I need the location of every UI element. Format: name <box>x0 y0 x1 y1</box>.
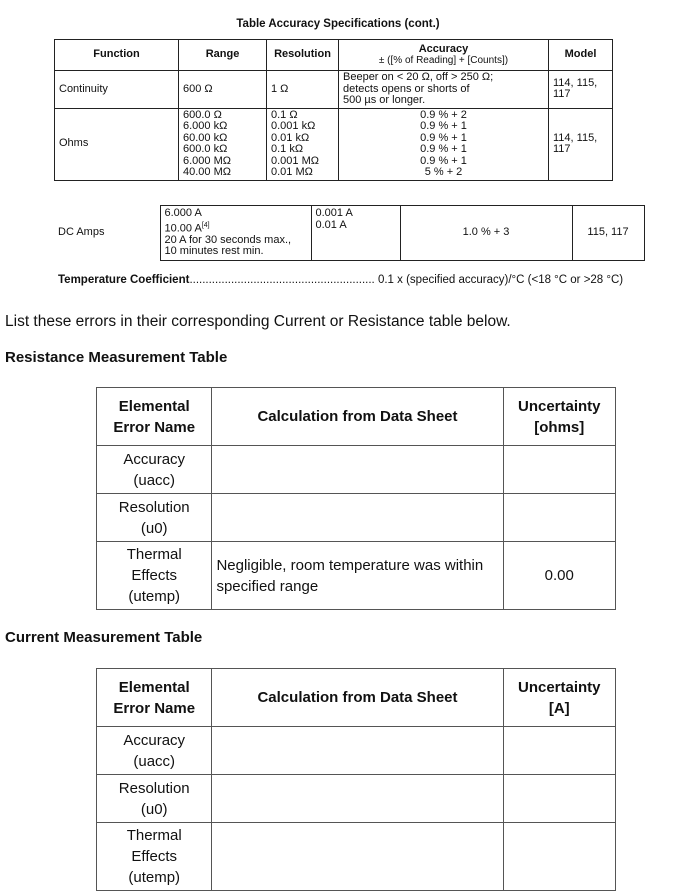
resistance-col-unc-line: [ohms] <box>534 418 585 436</box>
continuity-accuracy <box>339 71 549 109</box>
dc-amps-range-item: 10 minutes rest min. <box>164 245 264 258</box>
uncertainty-cell[interactable] <box>503 727 615 775</box>
continuity-model-line: 114, 115, <box>553 76 598 89</box>
temperature-coefficient <box>58 274 623 286</box>
accuracy-spec-table <box>54 39 613 181</box>
ohms-range-item: 60.00 kΩ <box>183 131 228 144</box>
header-range: Range <box>179 40 267 71</box>
ohms-accuracy-item: 0.9 % + 1 <box>420 131 467 144</box>
resistance-header-row <box>97 388 616 446</box>
ohms-ranges <box>179 108 267 180</box>
dc-amps-resolution-item: 0.001 A <box>315 207 353 219</box>
resistance-col-name-line: Elemental <box>118 397 190 415</box>
ohms-accuracies <box>339 108 549 180</box>
row-name <box>97 775 212 823</box>
uncertainty-cell[interactable] <box>503 494 615 542</box>
continuity-function: Continuity <box>55 71 179 109</box>
dc-amps-range-item: 6.000 A <box>164 207 202 219</box>
continuity-range: 600 Ω <box>179 71 267 109</box>
temp-coef-dots: .......................................................... <box>189 274 375 286</box>
ohms-range-item: 600.0 Ω <box>183 108 222 121</box>
ohms-accuracy-item: 0.9 % + 1 <box>420 120 467 132</box>
instruction-text: List these errors in their corresponding Current or Resistance table below. <box>5 313 511 330</box>
resistance-col-calc: Calculation from Data Sheet <box>212 388 503 446</box>
header-accuracy-line2: ± ([% of Reading] + [Counts]) <box>378 55 509 66</box>
resistance-table-heading: Resistance Measurement Table <box>5 349 228 366</box>
resistance-measurement-table <box>96 387 616 610</box>
current-col-unc <box>503 669 615 727</box>
table-row <box>97 823 616 891</box>
uncertainty-cell[interactable]: 0.00 <box>503 542 615 610</box>
row-name-line: (u0) <box>140 519 168 537</box>
temp-coef-label: Temperature Coefficient <box>58 274 190 286</box>
current-col-calc: Calculation from Data Sheet <box>212 669 503 727</box>
row-name-line: Accuracy <box>123 450 186 468</box>
ohms-model-line: 114, 115, <box>553 131 598 144</box>
row-name <box>97 542 212 610</box>
ohms-range-item: 40.00 MΩ <box>183 166 231 178</box>
continuity-resolution: 1 Ω <box>267 71 339 109</box>
calc-cell[interactable] <box>212 775 503 823</box>
row-name-line: (u0) <box>140 800 168 818</box>
current-col-unc-line: Uncertainty <box>518 678 601 696</box>
current-col-name-line: Error Name <box>113 699 196 717</box>
table-row <box>97 775 616 823</box>
continuity-model-line: 117 <box>553 88 571 101</box>
dc-amps-resolutions <box>311 206 400 261</box>
spec-figure <box>0 0 676 300</box>
current-col-unc-line: [A] <box>548 699 570 717</box>
row-name-line: Effects <box>131 567 178 584</box>
temp-coef-value: 0.1 x (specified accuracy)/°C (<18 °C or >28 °C) <box>377 274 624 286</box>
row-name-line: (uacc) <box>133 471 176 489</box>
resistance-col-unc-line: Uncertainty <box>518 397 601 415</box>
current-measurement-table <box>96 668 616 891</box>
dc-amps-ranges <box>160 206 311 261</box>
row-name-line: Effects <box>131 848 178 865</box>
row-name-line: (uacc) <box>133 752 176 770</box>
header-accuracy <box>339 40 549 71</box>
current-col-name-line: Elemental <box>118 678 190 696</box>
ohms-accuracy-item: 0.9 % + 1 <box>420 143 467 155</box>
calc-cell[interactable] <box>212 446 503 494</box>
current-col-name <box>97 669 212 727</box>
table-row <box>97 446 616 494</box>
resistance-col-name <box>97 388 212 446</box>
dc-amps-accuracy: 1.0 % + 3 <box>400 206 572 261</box>
dc-amps-range-item <box>165 220 307 235</box>
resistance-col-name-line: Error Name <box>113 418 196 436</box>
ohms-row <box>55 108 613 180</box>
ohms-function: Ohms <box>55 108 179 180</box>
header-accuracy-line1: Accuracy <box>418 42 469 55</box>
ohms-range-item: 6.000 kΩ <box>183 120 228 132</box>
ohms-model <box>549 108 613 180</box>
row-name-line: Resolution <box>118 498 190 516</box>
table-row <box>97 727 616 775</box>
calc-cell[interactable] <box>212 494 503 542</box>
continuity-model <box>549 71 613 109</box>
ohms-resolutions <box>267 108 339 180</box>
row-name <box>97 494 212 542</box>
dc-amps-range-item: 20 A for 30 seconds max., <box>164 233 292 246</box>
row-name <box>97 823 212 891</box>
row-name-line: (utemp) <box>128 588 181 605</box>
dc-amps-table <box>54 205 645 261</box>
ohms-range-item: 6.000 MΩ <box>183 154 231 167</box>
continuity-accuracy-line: detects opens or shorts of <box>343 82 470 95</box>
continuity-accuracy-line: 500 µs or longer. <box>343 94 426 106</box>
row-name <box>97 446 212 494</box>
ohms-accuracy-item: 0.9 % + 1 <box>420 154 467 167</box>
dc-amps-range-text: 10.00 A <box>164 222 202 235</box>
table-row <box>97 542 616 610</box>
ohms-range-item: 600.0 kΩ <box>183 143 228 155</box>
ohms-accuracy-item: 5 % + 2 <box>424 166 463 178</box>
table-row <box>97 494 616 542</box>
uncertainty-cell[interactable] <box>503 823 615 891</box>
calc-cell[interactable]: Negligible, room temperature was within specified range <box>212 542 503 610</box>
header-resolution: Resolution <box>267 40 339 71</box>
spec-title: Table Accuracy Specifications (cont.) <box>236 18 440 30</box>
resistance-col-unc <box>503 388 615 446</box>
calc-cell[interactable] <box>212 823 503 891</box>
dc-amps-model: 115, 117 <box>572 206 644 261</box>
uncertainty-cell[interactable] <box>503 446 615 494</box>
ohms-model-line: 117 <box>553 143 571 155</box>
row-name-line: (utemp) <box>128 869 181 886</box>
ohms-resolution-item: 0.01 kΩ <box>271 131 310 144</box>
current-header-row <box>97 669 616 727</box>
dc-amps-row <box>54 206 644 261</box>
spec-header-row <box>55 40 613 71</box>
row-name-line: Thermal <box>126 827 182 844</box>
ohms-accuracy-item: 0.9 % + 2 <box>420 108 467 121</box>
ohms-resolution-item: 0.1 Ω <box>271 108 298 121</box>
ohms-resolution-item: 0.1 kΩ <box>271 143 304 155</box>
dc-amps-function: DC Amps <box>54 206 160 261</box>
continuity-row <box>55 71 613 109</box>
row-name-line: Accuracy <box>123 731 186 749</box>
ohms-resolution-item: 0.001 kΩ <box>271 120 316 132</box>
row-name-line: Resolution <box>118 779 190 797</box>
calc-cell[interactable] <box>212 727 503 775</box>
current-table-heading: Current Measurement Table <box>5 629 203 646</box>
row-name <box>97 727 212 775</box>
uncertainty-cell[interactable] <box>503 775 615 823</box>
ohms-resolution-item: 0.001 MΩ <box>271 154 319 167</box>
dc-amps-resolution-item: 0.01 A <box>315 218 347 231</box>
dc-amps-footnote: [4] <box>201 221 210 229</box>
header-function: Function <box>55 40 179 71</box>
header-model: Model <box>549 40 613 71</box>
ohms-resolution-item: 0.01 MΩ <box>271 166 313 178</box>
row-name-line: Thermal <box>126 546 182 563</box>
continuity-accuracy-line: Beeper on < 20 Ω, off > 250 Ω; <box>343 71 494 83</box>
